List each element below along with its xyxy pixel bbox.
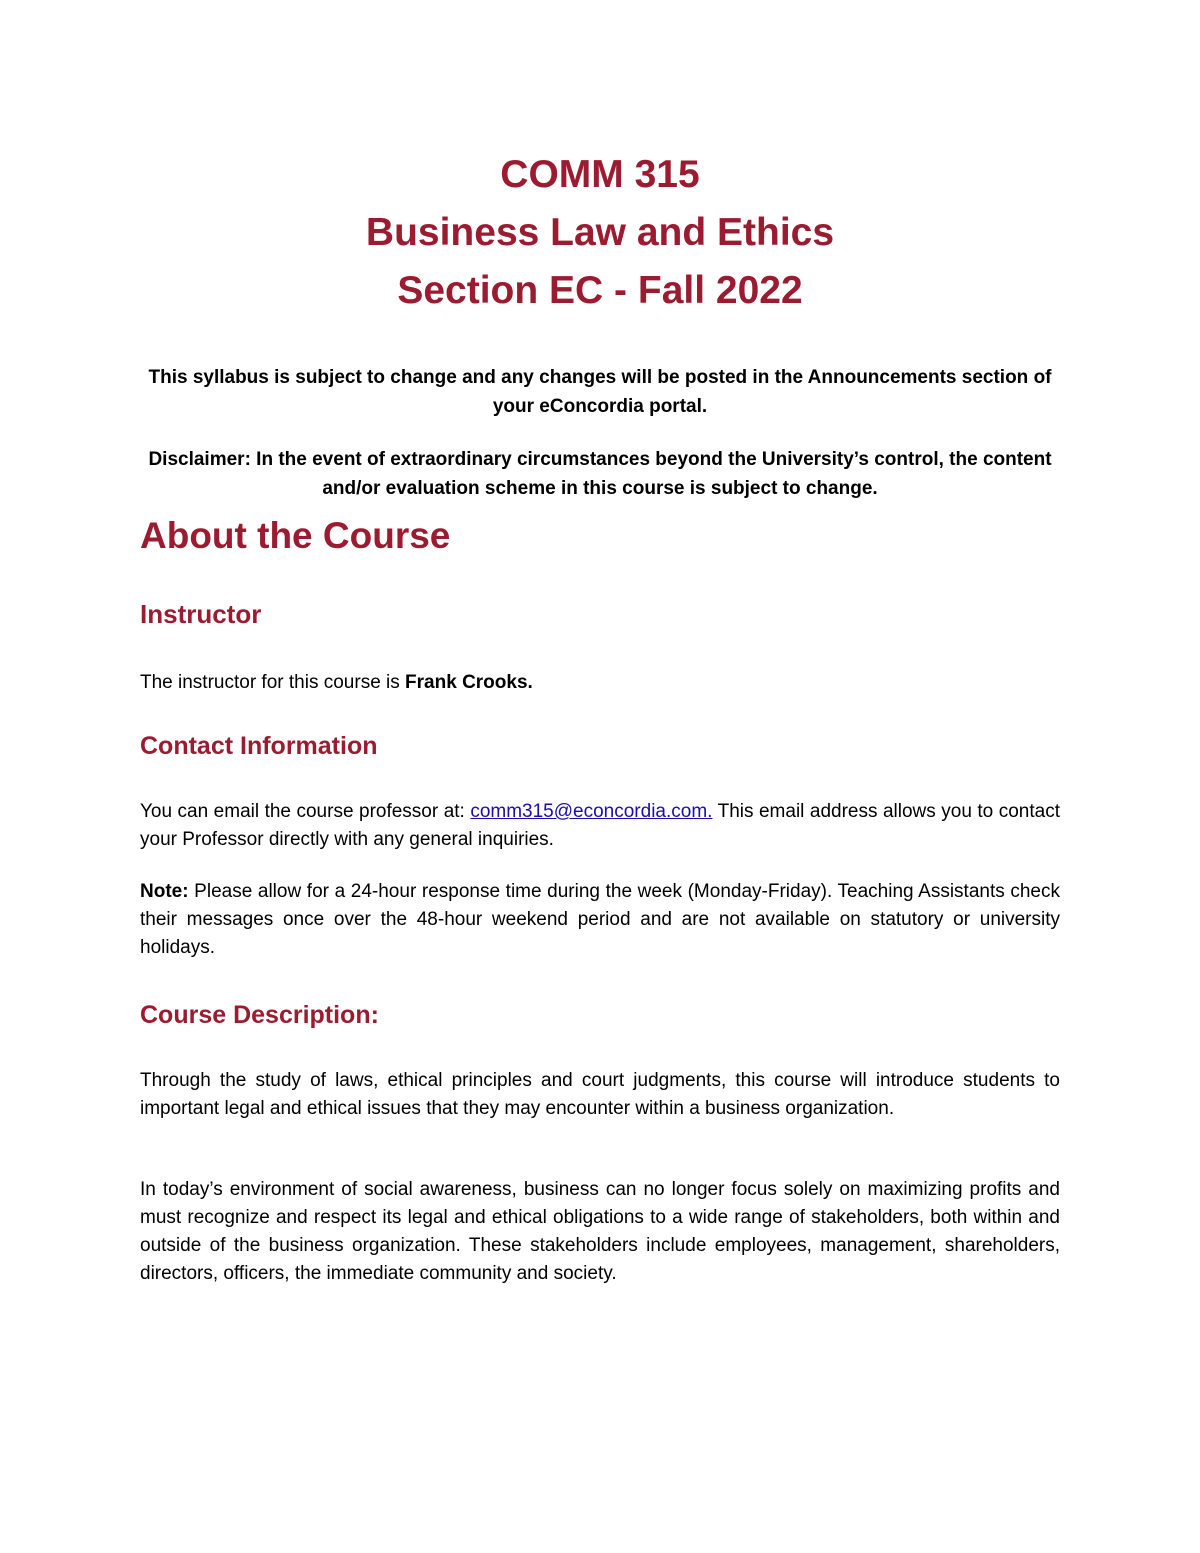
instructor-text: The instructor for this course is [140, 672, 406, 693]
course-code: COMM 315 [500, 153, 700, 196]
instructor-name: Frank Crooks. [405, 672, 533, 693]
description-paragraph-2: In today’s environment of social awareness, business can no longer focus solely on maximizing profits and must recognize and respect its legal and ethical obligations to a wide range of stakeholders, both within and outside of the business organization. These stakeholders include employees, management, shareholders, directors, officers, the immediate community and society. [140, 1179, 1060, 1284]
description-paragraph-1: Through the study of laws, ethical principles and court judgments, this course will introduce students to important legal and ethical issues that they may encounter within a business organization. [140, 1070, 1060, 1119]
instructor-paragraph [140, 669, 1060, 697]
contact-text-prefix: You can email the course professor at: [140, 801, 471, 822]
disclaimer: Disclaimer: In the event of extraordinary circumstances beyond the University’s control, the content and/or evaluation scheme in this course is subject to change. [148, 449, 1052, 499]
change-notice: This syllabus is subject to change and any changes will be posted in the Announcements section of your eConcordia portal. [148, 367, 1052, 417]
course-name: Business Law and Ethics [365, 211, 835, 254]
contact-text-suffix: This email address allows you to contact your Professor directly with any general inquiries. [140, 801, 1060, 850]
contact-heading: Contact Information [140, 732, 378, 760]
contact-paragraph [140, 798, 1060, 854]
course-description-heading: Course Description: [140, 1001, 379, 1029]
email-link[interactable]: comm315@econcordia.com. [470, 801, 713, 822]
note-paragraph [140, 878, 1060, 962]
note-label: Note: [140, 881, 189, 902]
instructor-heading: Instructor [140, 599, 262, 629]
course-section: Section EC - Fall 2022 [397, 269, 803, 312]
note-text: Please allow for a 24-hour response time during the week (Monday-Friday). Teaching Assistants check their messages once over the 48-hour weekend period and are not available on statutory or university holidays. [140, 881, 1060, 958]
course-title-block [140, 146, 1060, 320]
about-course-heading: About the Course [140, 515, 451, 556]
